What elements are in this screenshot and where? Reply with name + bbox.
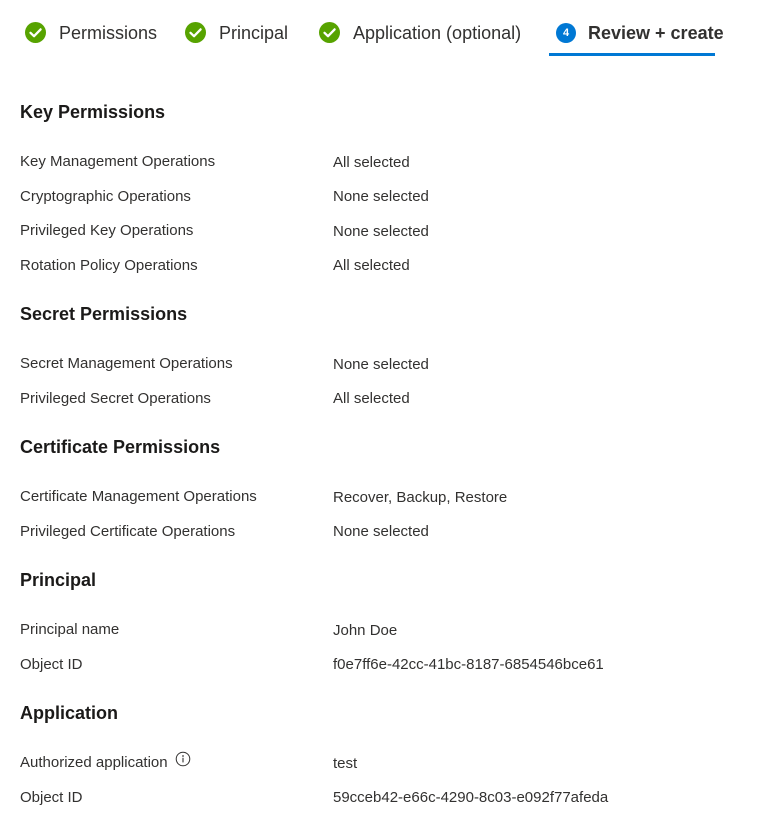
cryptographic-ops-label: Cryptographic Operations bbox=[20, 188, 191, 205]
section-title-key-permissions: Key Permissions bbox=[20, 102, 166, 122]
step-label: Permissions bbox=[59, 23, 158, 43]
certificate-management-label: Certificate Management Operations bbox=[20, 488, 257, 505]
privileged-certificate-ops-value: None selected bbox=[333, 523, 429, 540]
step-label: Review + create bbox=[588, 23, 724, 43]
section-title-secret-permissions: Secret Permissions bbox=[20, 304, 188, 324]
key-management-label: Key Management Operations bbox=[20, 153, 216, 170]
step-label: Principal bbox=[219, 23, 289, 43]
key-management-value: All selected bbox=[333, 154, 410, 171]
checkmark-icon bbox=[185, 22, 206, 43]
section-title-principal: Principal bbox=[20, 570, 97, 590]
application-object-id-value: 59cceb42-e66c-4290-8c03-e092f77afeda bbox=[333, 789, 609, 806]
authorized-application-label: Authorized application bbox=[20, 754, 168, 771]
certificate-management-value: Recover, Backup, Restore bbox=[333, 489, 508, 506]
active-step-underline bbox=[549, 53, 715, 56]
section-title-certificate-permissions: Certificate Permissions bbox=[20, 437, 221, 457]
wizard-steps bbox=[0, 0, 764, 64]
privileged-certificate-ops-label: Privileged Certificate Operations bbox=[20, 523, 236, 540]
info-icon[interactable] bbox=[175, 751, 191, 773]
rotation-policy-ops-label: Rotation Policy Operations bbox=[20, 257, 198, 274]
principal-object-id-value: f0e7ff6e-42cc-41bc-8187-6854546bce61 bbox=[333, 656, 604, 673]
checkmark-icon bbox=[25, 22, 46, 43]
privileged-secret-ops-value: All selected bbox=[333, 390, 410, 407]
step-label: Application (optional) bbox=[353, 23, 522, 43]
cryptographic-ops-value: None selected bbox=[333, 188, 429, 205]
principal-name-label: Principal name bbox=[20, 621, 120, 638]
authorized-application-value: test bbox=[333, 755, 358, 772]
checkmark-icon bbox=[319, 22, 340, 43]
application-object-id-label: Object ID bbox=[20, 789, 83, 806]
step-number-badge: 4 bbox=[556, 23, 576, 43]
step-principal[interactable] bbox=[185, 18, 288, 58]
step-review-create[interactable] bbox=[556, 18, 724, 58]
authorized-application-row bbox=[20, 753, 191, 773]
secret-management-label: Secret Management Operations bbox=[20, 355, 233, 372]
privileged-key-ops-value: None selected bbox=[333, 223, 429, 240]
rotation-policy-ops-value: All selected bbox=[333, 257, 410, 274]
principal-object-id-label: Object ID bbox=[20, 656, 83, 673]
step-application[interactable] bbox=[319, 18, 521, 58]
privileged-key-ops-label: Privileged Key Operations bbox=[20, 222, 194, 239]
principal-name-value: John Doe bbox=[333, 622, 398, 639]
section-title-application: Application bbox=[20, 703, 118, 723]
privileged-secret-ops-label: Privileged Secret Operations bbox=[20, 390, 211, 407]
secret-management-value: None selected bbox=[333, 356, 429, 373]
step-permissions[interactable] bbox=[25, 18, 157, 58]
